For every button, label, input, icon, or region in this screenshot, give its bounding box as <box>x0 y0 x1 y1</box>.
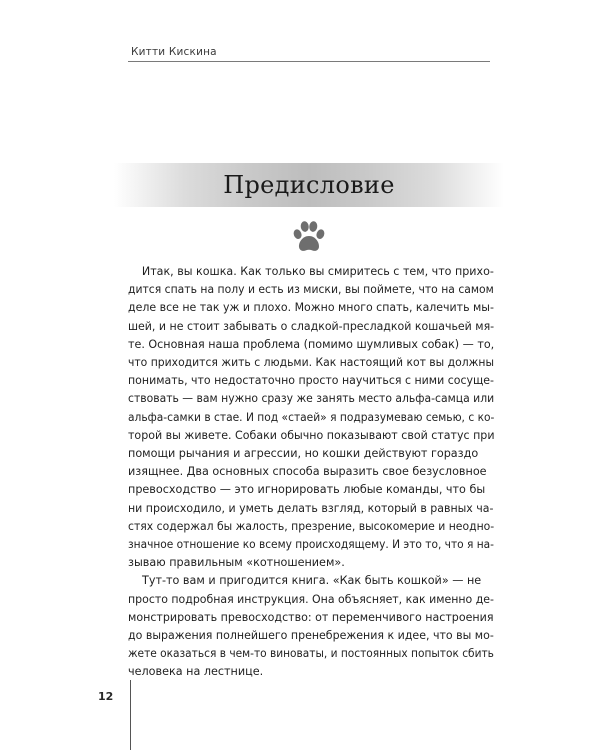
text-line: зываю правильным «котношением». <box>128 556 345 570</box>
text-line: шей, и не стоит забывать о сладкой-преcладкой кошачьей мя- <box>128 319 495 333</box>
paw-print-icon <box>290 218 328 256</box>
text-line: дится спать на полу и есть из миски, вы поймете, что на самом <box>128 283 494 297</box>
text-line: до выражения полнейшего пренебрежения к идее, что вы мо- <box>128 629 494 643</box>
text-line: торой вы живете. Собаки обычно показывают свой статус при <box>128 428 495 442</box>
text-line: значное отношение ко всему происходящему. И это то, что я на- <box>128 538 495 552</box>
text-line: стях содержал бы жалость, презрение, высокомерие и неодно- <box>128 519 495 533</box>
text-line: просто подробная инструкция. Она объясняет, как именно де- <box>128 592 494 606</box>
text-line: Итак, вы кошка. Как только вы смиритесь с тем, что прихо- <box>141 265 494 278</box>
running-head: Китти Кискина <box>131 46 217 58</box>
text-line: те. Основная наша проблема (помимо шумливых собак) — то, <box>128 337 495 351</box>
text-line: превосходство — это игнорировать любые команды, что бы <box>128 483 486 497</box>
text-line: изящнее. Два основных способа выразить свое безусловное <box>128 465 487 479</box>
chapter-title-band <box>114 163 504 207</box>
text-line: альфа-самки в стае. И под «стаей» я подразумеваю семью, с ко- <box>128 410 495 424</box>
paragraph-2 <box>128 572 494 681</box>
text-line: что приходится жить с людьми. Как настоящий кот вы должны <box>128 356 494 370</box>
text-line: монстрировать превосходство: от переменчивого настроения <box>128 610 494 624</box>
text-line: ствовать — вам нужно сразу же занять место альфа-самца или <box>128 392 495 406</box>
text-line: деле все не так уж и плохо. Можно много спать, калечить мы- <box>128 301 494 315</box>
text-line: Тут-то вам и пригодится книга. «Как быть кошкой» — не <box>142 574 482 588</box>
folio-rule <box>130 680 131 750</box>
paragraph-1 <box>128 263 494 572</box>
text-line: ни происходило, и уметь делать взгляд, который в равных ча- <box>128 501 494 515</box>
text-line: человека на лестнице. <box>128 665 264 679</box>
text-line: понимать, что недостаточно просто научиться с ними сосуще- <box>128 374 495 388</box>
page-number: 12 <box>98 690 114 703</box>
text-line: жете оказаться в чем-то виноваты, и постоянных попыток сбить <box>128 647 494 661</box>
header-rule <box>128 61 490 62</box>
chapter-title: Предисловие <box>223 171 395 199</box>
body-text <box>128 263 494 682</box>
text-line: помощи рычания и агрессии, но кошки действуют гораздо <box>128 447 479 461</box>
